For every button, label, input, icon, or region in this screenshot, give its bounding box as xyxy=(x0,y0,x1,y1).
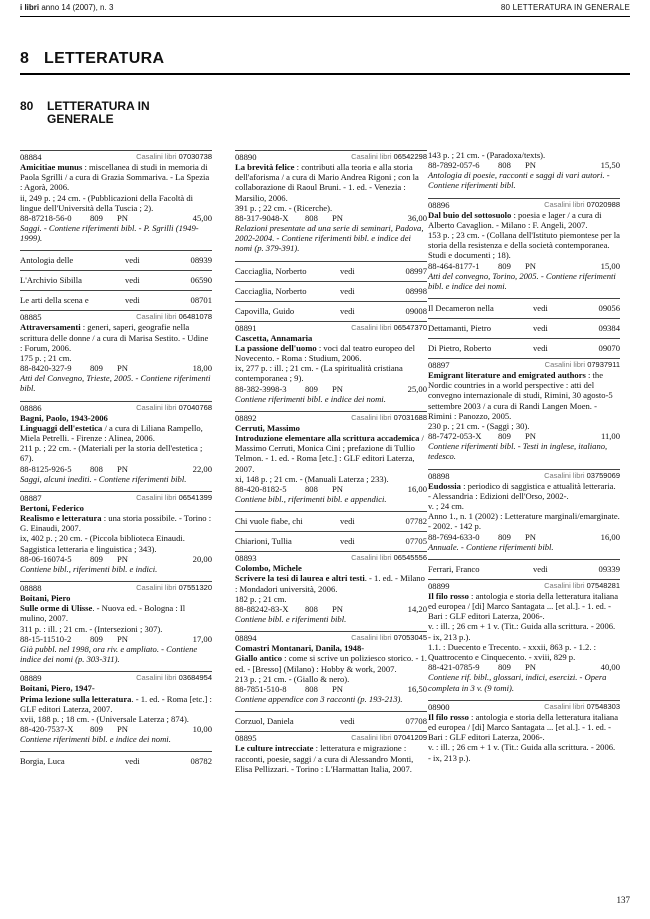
header-rule xyxy=(20,16,630,17)
record-entry: 08896 Casalini libri 07020988 Dal buio del sottosuolo : poesia e lager / a cura di Alberto Cavaglion. - Milano : F. Angeli, 2007. 153 p. ; 23 cm. - (Collana dell'Istituto piemontese per la storia della resistenza e della società contemporanea. Studi e documenti ; 18). 88-464-8177-1 809 PN 15,00 Atti del convegno, Torino, 2005. - Contiene riferimenti bibl. e indice dei nomi. xyxy=(428,198,620,295)
record-entry: 08897 Casalini libri 07937911 Emigrant literature and emigrated authors : the Nordic countries in a world perspective : atti del convegno internazionale di studi, Rimini, 30 agosto-5 settembre 2003 / a cura di Randi Langen Moen. - Rimini : Panozzo, 2005. 230 p. ; 21 cm. - (Saggi ; 30). 88-7472-053-X 809 PN 11,00 Contiene riferimenti bibl. - Testi in inglese, italiano, tedesco. xyxy=(428,358,620,466)
record-entry: 08894 Casalini libri 07053045 Comastri Montanari, Danila, 1948- Giallo antico : come si scrive un poliziesco storico. - 1. ed. - [Bresso] (Milano) : Hobby & work, 2007. 213 p. ; 21 cm. - (Giallo & nero). 88-7851-510-8 808 PN 16,50 Contiene appendice con 3 racconti (p. 193-213). xyxy=(235,631,427,708)
record-entry: 08884 Casalini libri 07030738 Amicitiae munus : miscellanea di studi in memoria di Paola Sgrilli / a cura di Grazia Sommariva. - La Spezia : Agorà, 2006. ii, 249 p. ; 24 cm. - (Pubblicazioni della Facoltà di lingue dell'Università della Tuscia ; 2). 88-87218-56-0 809 PN 45,00 Saggi. - Contiene riferimenti bibl. - P. Sgrilli (1949-1999). xyxy=(20,150,212,247)
cross-reference: Di Pietro, Roberto vedi 09070 xyxy=(428,338,620,355)
record-entry: 08899 Casalini libri 07548281 Il filo rosso : antologia e storia della letteratura italiana ed europea / [di] Marco Santagata ... [et al.]. - 1. ed. - Bari : GLF editori Laterza, 2006-. v. : ill. ; 26 cm + 1 v. (Tit.: Guida alla scrittura. - 2006. - ix, 213 p.). 1.1. : Duecento e Trecento. - xxxii, 863 p. - 1.2. : Quattrocento e Cinquecento. - xviii, 829 p. 88-421-0785-9 809 PN 40,00 Contiene rif. bibl., glossari, indici, esercizi. - Opera completa in 3 v. (9 tomi). xyxy=(428,579,620,697)
cross-reference: Antologia delle vedi 08939 xyxy=(20,250,212,267)
record-entry: 08887 Casalini libri 06541399 Bertoni, Federico Realismo e letteratura : una storia possibile. - Torino : G. Einaudi, 2007. ix, 402 p. ; 20 cm. - (Piccola biblioteca Einaudi. Saggistica letteraria e linguistica ; 343). 88-06-16074-5 809 PN 20,00 Contiene bibl., riferimenti bibl. e indici. xyxy=(20,491,212,578)
section-rule xyxy=(20,73,630,75)
record-entry: 08889 Casalini libri 03684954 Boitani, Piero, 1947- Prima lezione sulla letteratura. - 1. ed. - Roma [etc.] : GLF editori Laterza, 2007. xvii, 188 p. ; 18 cm. - (Universale Laterza ; 874). 88-420-7537-X 809 PN 10,00 Contiene riferimenti bibl. e indice dei nomi. xyxy=(20,671,212,748)
cross-reference: Chi vuole fiabe, chi vedi 07782 xyxy=(235,511,427,528)
cross-reference: Cacciaglia, Norberto vedi 08998 xyxy=(235,281,427,298)
subsection-heading: 80 LETTERATURA IN GENERALE xyxy=(20,99,150,126)
record-entry: 08888 Casalini libri 07551320 Boitani, Piero Sulle orme di Ulisse. - Nuova ed. - Bologna : Il mulino, 2007. 311 p. : ill. ; 21 cm. - (Intersezioni ; 307). 88-15-11510-2 809 PN 17,00 Già pubbl. nel 1998, ora riv. e ampliato. - Contiene indice dei nomi (p. 303-311). xyxy=(20,581,212,668)
record-entry: 08898 Casalini libri 03759069 Eudossia : periodico di saggistica e attualità letteraria. - Alessandria : Edizioni dell'Orso, 2002-. v. ; 24 cm. Anno 1., n. 1 (2002) : Letterature marginali/emarginate. - 2002. - 142 p. 88-7694-633-0 809 PN 16,00 Annuale. - Contiene riferimenti bibl. xyxy=(428,469,620,556)
record-entry: 08885 Casalini libri 06481078 Attraversamenti : generi, saperi, geografie nella scrittura delle donne / a cura di Marisa Sestito. - Udine : Forum, 2006. 175 p. ; 21 cm. 88-8420-327-9 809 PN 18,00 Atti del Convegno, Trieste, 2005. - Contiene riferimenti bibl. xyxy=(20,310,212,397)
journal-info: i libri anno 14 (2007), n. 3 xyxy=(20,3,114,12)
record-entry-continued: 143 p. ; 21 cm. - (Paradoxa/texts). 88-7892-057-6 808 PN 15,50 Antologia di poesie, racconti e saggi di vari autori. - Contiene riferimenti bibl. xyxy=(428,150,620,191)
cross-reference: Ferrari, Franco vedi 09339 xyxy=(428,559,620,576)
record-entry: 08892 Casalini libri 07031688 Cerruti, Massimo Introduzione elementare alla scrittura accademica / Massimo Cerruti, Monica Cini ; prefazione di Tullio Telmon. - 1. ed. - Roma [etc.] : GLF editori Laterza, 2007. xi, 148 p. ; 21 cm. - (Manuali Laterza ; 233). 88-420-8182-5 808 PN 16,00 Contiene bibl., riferimenti bibl. e appendici. xyxy=(235,411,427,508)
cross-reference: L'Archivio Sibilla vedi 06590 xyxy=(20,270,212,287)
column-1 xyxy=(20,150,212,768)
cross-reference: Borgia, Luca vedi 08782 xyxy=(20,751,212,768)
cross-reference: Dettamanti, Pietro vedi 09384 xyxy=(428,318,620,335)
cross-reference: Cacciaglia, Norberto vedi 08997 xyxy=(235,261,427,278)
record-entry: 08891 Casalini libri 06547370 Cascetta, Annamaria La passione dell'uomo : voci dal teatro europeo del Novecento. - Roma : Studium, 2006. ix, 277 p. : ill. ; 21 cm. - (La spiritualità cristiana contemporanea ; 9). 88-382-3998-3 809 PN 25,00 Contiene riferimenti bibl. e indice dei nomi. xyxy=(235,321,427,408)
page-number: 137 xyxy=(616,895,630,905)
record-entry: 08890 Casalini libri 06542298 La brevità felice : contributi alla teoria e alla storia dell'aforisma / a cura di Mario Andrea Rigoni ; con la collaborazione di Raoul Bruni. - 1. ed. - Venezia : Marsilio, 2006. 391 p. ; 22 cm. - (Ricerche). 88-317-9048-X 808 PN 36,00 Relazioni presentate ad una serie di seminari, Padova, 2002-2004. - Contiene riferimenti bibl. e indice dei nomi (p. 379-391). xyxy=(235,150,427,258)
running-section-title: 80 LETTERATURA IN GENERALE xyxy=(500,3,630,12)
cross-reference: Il Decameron nella vedi 09056 xyxy=(428,298,620,315)
section-heading: 8 LETTERATURA xyxy=(20,50,165,67)
column-2 xyxy=(235,150,427,778)
record-entry: 08893 Casalini libri 06545556 Colombo, Michele Scrivere la tesi di laurea e altri testi. - 1. ed. - Milano : Mondadori università, 2006. 182 p. ; 21 cm. 88-88242-83-X 808 PN 14,20 Contiene bibl. e riferimenti bibl. xyxy=(235,551,427,628)
cross-reference: Chiarioni, Tullia vedi 07705 xyxy=(235,531,427,548)
column-3 xyxy=(428,150,620,767)
record-entry: 08900 Casalini libri 07548303 Il filo rosso : antologia e storia della letteratura italiana ed europea / [di] Marco Santagata ... [et al.]. - 1. ed. - Bari : GLF editori Laterza, 2006-. v. : ill. ; 26 cm + 1 v. (Tit.: Guida alla scrittura. - 2006. - ix, 213 p.). xyxy=(428,700,620,767)
cross-reference: Capovilla, Guido vedi 09008 xyxy=(235,301,427,318)
cross-reference: Corzuol, Daniela vedi 07708 xyxy=(235,711,427,728)
running-header xyxy=(20,3,630,17)
record-entry: 08895 Casalini libri 07041209 Le culture intrecciate : letteratura e migrazione : racconti, poesie, saggi / a cura di Alessandro Monti, Elisa Pellizzari. - Torino : L'Harmattan Italia, 2007. xyxy=(235,731,427,778)
cross-reference: Le arti della scena e vedi 08701 xyxy=(20,290,212,307)
record-entry: 08886 Casalini libri 07040768 Bagni, Paolo, 1943-2006 Linguaggi dell'estetica / a cura di Liliana Rampello, Miela Petrelli. - Firenze : Alinea, 2006. 211 p. ; 22 cm. - (Materiali per la storia dell'estetica ; 67). 88-8125-926-5 808 PN 22,00 Saggi, alcuni inediti. - Contiene riferimenti bibl. xyxy=(20,401,212,488)
